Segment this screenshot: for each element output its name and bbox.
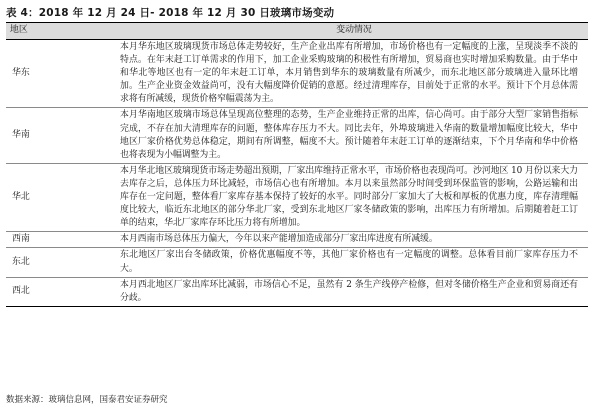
table-title: 表 4：2018 年 12 月 24 日- 2018 年 12 月 30 日玻璃市场变动 xyxy=(6,7,335,19)
table-row xyxy=(6,232,588,248)
region-cell: 华北 xyxy=(6,163,120,231)
region-cell: 华南 xyxy=(6,108,120,163)
table-row xyxy=(6,40,588,108)
detail-cell: 本月西北地区厂家出库环比减弱，市场信心不足，虽然有 2 条生产线停产检修，但对冬储价格生产企业和贸易商还有分歧。 xyxy=(120,277,588,306)
header-detail: 变动情况 xyxy=(120,23,588,40)
table-row xyxy=(6,277,588,306)
region-cell: 华东 xyxy=(6,40,120,108)
detail-cell: 本月华南地区玻璃市场总体呈现高位整理的态势，生产企业维持正常的出库，信心尚可。由于部分大型厂家销售指标完成，不存在加大清理库存的问题，整体库存压力不大。同比去年，外埠玻璃进入华南的数量增加幅度比较大，华中地区厂家价格优势总体稳定，期间有所调整，幅度不大。预计随着年末赶工订单的逐渐结束，下个月华南和华中价格也将表现为小幅调整为主。 xyxy=(120,108,588,163)
table-header-row xyxy=(6,23,588,40)
region-cell: 西南 xyxy=(6,232,120,248)
table-row xyxy=(6,108,588,163)
table-row xyxy=(6,163,588,231)
detail-cell: 本月华东地区玻璃现货市场总体走势较好，生产企业出库有所增加，市场价格也有一定幅度的上涨，呈现淡季不淡的特点。在年末赶工订单需求的作用下，加工企业采购玻璃的积极性有所增加，贸易商也实时增加采购数量。由于华中和华北等地区也有一定的年末赶工订单，本月销售到华东的玻璃数量有所减少，而东北地区部分玻璃进入量环比增加。生产企业资金效益尚可，没有大幅度降价促销的意愿。经过清理库存，目前处于正常的水平。预计下个月总体需求将有所减缓，现货价格窄幅震荡为主。 xyxy=(120,40,588,108)
detail-cell: 东北地区厂家出台冬储政策，价格优惠幅度不等，其他厂家价格也有一定幅度的调整。总体看目前厂家库存压力不大。 xyxy=(120,248,588,277)
header-region: 地区 xyxy=(6,23,120,40)
detail-cell: 本月西南市场总体压力偏大，今年以来产能增加造成部分厂家出库进度有所减缓。 xyxy=(120,232,588,248)
data-source-note: 数据来源：玻璃信息网，国泰君安证券研究 xyxy=(6,395,168,405)
market-change-table xyxy=(6,22,588,307)
table-row xyxy=(6,248,588,277)
region-cell: 东北 xyxy=(6,248,120,277)
detail-cell: 本月华北地区玻璃现货市场走势超出预期，厂家出库维持正常水平，市场价格也表现尚可。沙河地区 10 月份以来大力去库存之后，总体压力环比减轻，市场信心也有所增加。本月以来虽然部分时间受到环保监管的影响，公路运输和出库存在一定问题，整体看厂家库存基本保持了较好的水平。同时部分厂家加大了大板和厚板的优惠力度，库存清理幅度比较大，临近东北地区的部分华北厂家，受到东北地区厂家冬储政策的影响，出库压力有所增加。后期随着赶工订单的结束，华北厂家库存环比压力将有所增加。 xyxy=(120,163,588,231)
region-cell: 西北 xyxy=(6,277,120,306)
